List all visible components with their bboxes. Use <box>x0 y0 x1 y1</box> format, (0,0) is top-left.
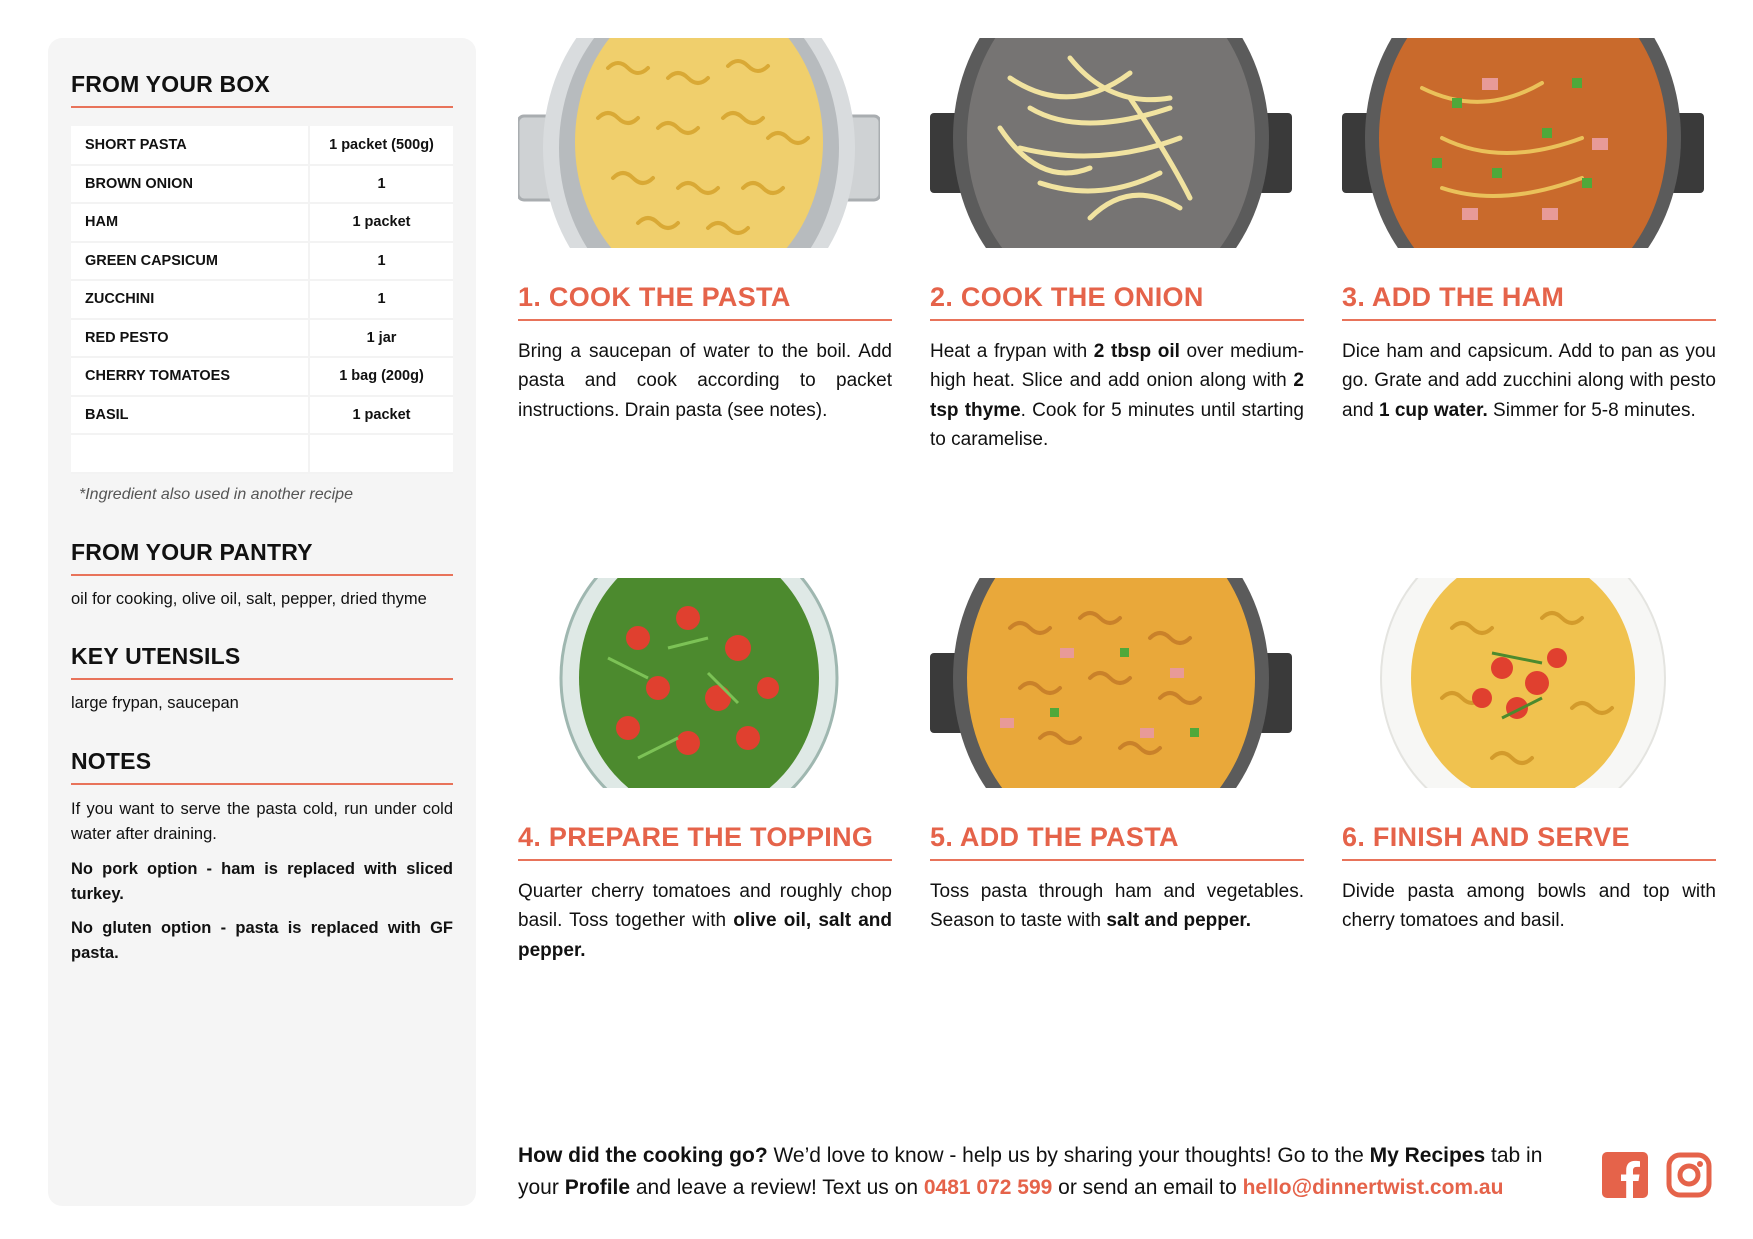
feedback-text-2: tab in your <box>518 1144 1543 1199</box>
ingredient-qty: 1 jar <box>309 319 453 358</box>
ingredient-qty: 1 <box>309 280 453 319</box>
ingredient-qty: 1 packet <box>309 396 453 435</box>
step-4 <box>518 578 892 965</box>
step-4-title: 4. PREPARE THE TOPPING <box>518 822 892 861</box>
ingredient-footnote: *Ingredient also used in another recipe <box>79 485 353 503</box>
ingredient-qty: 1 <box>309 165 453 204</box>
ingredients-panel <box>48 38 476 1206</box>
tomato-basil-bowl-image <box>518 578 880 788</box>
utensils-heading: KEY UTENSILS <box>71 643 453 680</box>
step-4-photo <box>518 578 880 788</box>
frypan-pasta-image <box>930 578 1292 788</box>
step-2 <box>930 38 1304 455</box>
step-3-photo <box>1342 38 1704 248</box>
note-no-gluten: No gluten option - pasta is replaced with GF pasta. <box>71 919 453 963</box>
feedback-text-4: or send an email to <box>1052 1175 1243 1199</box>
frypan-onion-image <box>930 38 1292 248</box>
ingredient-qty: 1 bag (200g) <box>309 357 453 396</box>
utensils-text: large frypan, saucepan <box>71 694 239 713</box>
ingredient-name: ZUCCHINI <box>71 280 309 319</box>
step-5-title: 5. ADD THE PASTA <box>930 822 1304 861</box>
step-1-text <box>518 337 892 425</box>
phone-link[interactable]: 0481 072 599 <box>923 1175 1053 1199</box>
ingredient-qty <box>309 434 453 473</box>
email-link[interactable]: hello@dinnertwist.com.au <box>1242 1175 1504 1199</box>
ingredient-row <box>71 203 453 242</box>
my-recipes-link[interactable]: My Recipes <box>1369 1144 1486 1167</box>
note-serve-cold: If you want to serve the pasta cold, run under cold water after draining. <box>71 800 453 844</box>
step-3-title: 3. ADD THE HAM <box>1342 282 1716 321</box>
step-text-run: Toss pasta through ham and vegetables. Season to taste with <box>930 881 1304 932</box>
ingredient-row <box>71 242 453 281</box>
step-2-photo <box>930 38 1292 248</box>
instagram-icon[interactable] <box>1666 1152 1712 1198</box>
ingredient-qty: 1 packet (500g) <box>309 126 453 165</box>
step-text-run: Bring a saucepan of water to the boil. Add pasta and cook according to packet instructions. Drain pasta (see notes). <box>518 341 892 421</box>
ingredient-row <box>71 396 453 435</box>
step-3-text <box>1342 337 1716 425</box>
ingredient-qty: 1 <box>309 242 453 281</box>
step-1 <box>518 38 892 425</box>
step-text-run: Simmer for 5-8 minutes. <box>1487 399 1696 421</box>
profile-link[interactable]: Profile <box>564 1175 631 1199</box>
ingredient-name: CHERRY TOMATOES <box>71 357 309 396</box>
step-text-run: over medium-high heat. Slice and add onion along with <box>930 341 1304 392</box>
frypan-ham-image <box>1342 38 1704 248</box>
ingredient-row <box>71 165 453 204</box>
step-2-title: 2. COOK THE ONION <box>930 282 1304 321</box>
step-5-photo <box>930 578 1292 788</box>
step-5-text <box>930 877 1304 936</box>
step-4-text <box>518 877 892 965</box>
ingredient-row <box>71 280 453 319</box>
step-6 <box>1342 578 1716 936</box>
ingredient-name: GREEN CAPSICUM <box>71 242 309 281</box>
ingredient-row <box>71 126 453 165</box>
step-2-text <box>930 337 1304 455</box>
note-no-pork: No pork option - ham is replaced with sliced turkey. <box>71 859 453 903</box>
feedback-text-1: We’d love to know - help us by sharing your thoughts! Go to the <box>767 1144 1370 1167</box>
step-text-bold: 1 cup water. <box>1378 399 1488 421</box>
pantry-text: oil for cooking, olive oil, salt, pepper, dried thyme <box>71 589 427 608</box>
ingredient-row <box>71 319 453 358</box>
ingredients-table <box>71 126 453 474</box>
step-text-run: Heat a frypan with <box>930 341 1094 362</box>
step-3 <box>1342 38 1716 425</box>
step-6-text <box>1342 877 1716 936</box>
step-6-photo <box>1342 578 1704 788</box>
ingredient-row <box>71 434 453 473</box>
notes-heading: NOTES <box>71 748 453 785</box>
step-text-bold: 2 tbsp oil <box>1093 341 1180 362</box>
from-box-heading: FROM YOUR BOX <box>71 71 453 108</box>
feedback-footer <box>518 1140 1588 1203</box>
feedback-text-3: and leave a review! Text us on <box>630 1175 924 1199</box>
step-text-run: Quarter cherry tomatoes and roughly chop basil. Toss together with <box>518 881 892 932</box>
ingredient-row <box>71 357 453 396</box>
ingredient-qty: 1 packet <box>309 203 453 242</box>
step-5 <box>930 578 1304 936</box>
facebook-icon[interactable] <box>1602 1152 1648 1198</box>
ingredient-name <box>71 434 309 473</box>
served-pasta-bowl-image <box>1342 578 1704 788</box>
ingredient-name: BASIL <box>71 396 309 435</box>
ingredient-name: RED PESTO <box>71 319 309 358</box>
ingredient-name: BROWN ONION <box>71 165 309 204</box>
step-text-bold: olive oil, salt and pepper. <box>518 910 892 961</box>
step-1-title: 1. COOK THE PASTA <box>518 282 892 321</box>
pantry-heading: FROM YOUR PANTRY <box>71 539 453 576</box>
feedback-question: How did the cooking go? <box>518 1144 768 1167</box>
step-text-run: . Cook for 5 minutes until starting to caramelise. <box>930 399 1304 451</box>
ingredient-name: SHORT PASTA <box>71 126 309 165</box>
step-text-bold: salt and pepper. <box>1106 910 1252 932</box>
step-1-photo <box>518 38 880 248</box>
step-text-run: Dice ham and capsicum. Add to pan as you go. Grate and add zucchini along with pesto and <box>1342 341 1716 421</box>
colander-pasta-image <box>518 38 880 248</box>
step-6-title: 6. FINISH AND SERVE <box>1342 822 1716 861</box>
ingredient-name: HAM <box>71 203 309 242</box>
step-text-bold: 2 tsp thyme <box>930 370 1304 421</box>
step-text-run: Divide pasta among bowls and top with cherry tomatoes and basil. <box>1342 881 1716 932</box>
